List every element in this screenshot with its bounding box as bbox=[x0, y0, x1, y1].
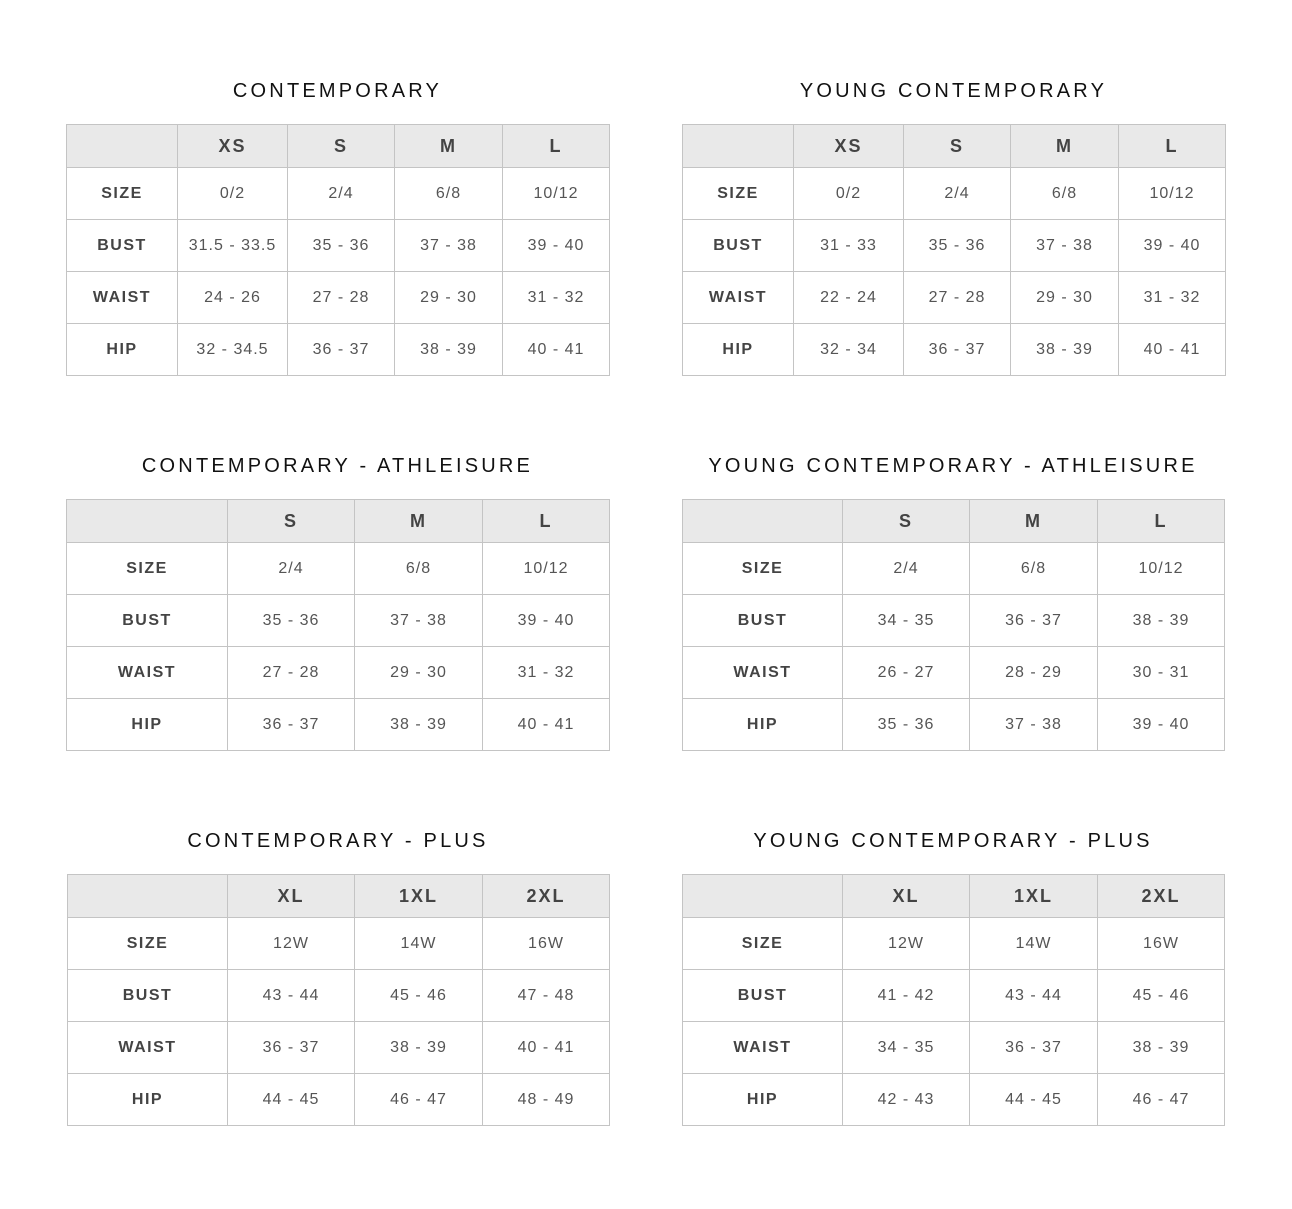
row-label: WAIST bbox=[683, 1022, 843, 1074]
column-header: XL bbox=[228, 875, 355, 918]
table-cell: 35 - 36 bbox=[288, 220, 395, 272]
table-cell: 36 - 37 bbox=[228, 1022, 355, 1074]
table-cell: 6/8 bbox=[355, 543, 483, 595]
chart-title: CONTEMPORARY - PLUS bbox=[187, 830, 489, 852]
chart-title: YOUNG CONTEMPORARY - ATHLEISURE bbox=[708, 455, 1198, 477]
table-cell: 44 - 45 bbox=[970, 1074, 1098, 1126]
table-cell: 6/8 bbox=[970, 543, 1098, 595]
table-cell: 6/8 bbox=[395, 168, 503, 220]
row-label: HIP bbox=[67, 699, 228, 751]
table-cell: 38 - 39 bbox=[395, 324, 503, 376]
table-cell: 40 - 41 bbox=[483, 1022, 610, 1074]
table-cell: 28 - 29 bbox=[970, 647, 1098, 699]
table-cell: 22 - 24 bbox=[794, 272, 904, 324]
table-cell: 10/12 bbox=[1098, 543, 1225, 595]
table-cell: 38 - 39 bbox=[355, 1022, 483, 1074]
table-cell: 35 - 36 bbox=[843, 699, 970, 751]
size-table bbox=[682, 874, 1225, 1126]
table-cell: 35 - 36 bbox=[228, 595, 355, 647]
table-row bbox=[683, 1074, 1225, 1126]
table-cell: 48 - 49 bbox=[483, 1074, 610, 1126]
row-label: WAIST bbox=[67, 647, 228, 699]
row-label: HIP bbox=[683, 324, 794, 376]
column-header: 1XL bbox=[355, 875, 483, 918]
row-label: BUST bbox=[67, 595, 228, 647]
size-chart-young-contemporary-athleisure bbox=[682, 451, 1224, 751]
table-cell: 38 - 39 bbox=[1098, 1022, 1225, 1074]
table-cell: 43 - 44 bbox=[970, 970, 1098, 1022]
table-row bbox=[683, 1022, 1225, 1074]
table-cell: 46 - 47 bbox=[1098, 1074, 1225, 1126]
table-cell: 14W bbox=[970, 918, 1098, 970]
table-cell: 26 - 27 bbox=[843, 647, 970, 699]
table-row bbox=[67, 699, 610, 751]
table-cell: 10/12 bbox=[483, 543, 610, 595]
table-cell: 36 - 37 bbox=[970, 1022, 1098, 1074]
table-cell: 2/4 bbox=[228, 543, 355, 595]
table-cell: 37 - 38 bbox=[970, 699, 1098, 751]
row-label: HIP bbox=[67, 324, 178, 376]
column-header: L bbox=[1119, 125, 1226, 168]
table-row bbox=[68, 1022, 610, 1074]
table-cell: 16W bbox=[483, 918, 610, 970]
table-cell: 38 - 39 bbox=[1011, 324, 1119, 376]
column-header: L bbox=[1098, 500, 1225, 543]
corner-cell bbox=[683, 875, 843, 918]
table-cell: 38 - 39 bbox=[1098, 595, 1225, 647]
column-header: L bbox=[483, 500, 610, 543]
column-header: XL bbox=[843, 875, 970, 918]
size-table bbox=[67, 874, 610, 1126]
chart-title: CONTEMPORARY - ATHLEISURE bbox=[141, 455, 534, 477]
table-cell: 14W bbox=[355, 918, 483, 970]
table-cell: 36 - 37 bbox=[970, 595, 1098, 647]
table-row bbox=[683, 168, 1226, 220]
table-cell: 16W bbox=[1098, 918, 1225, 970]
corner-cell bbox=[683, 500, 843, 543]
table-cell: 35 - 36 bbox=[904, 220, 1011, 272]
size-table bbox=[66, 124, 610, 376]
table-cell: 46 - 47 bbox=[355, 1074, 483, 1126]
row-label: BUST bbox=[68, 970, 228, 1022]
table-cell: 41 - 42 bbox=[843, 970, 970, 1022]
table-cell: 45 - 46 bbox=[1098, 970, 1225, 1022]
table-cell: 2/4 bbox=[288, 168, 395, 220]
row-label: WAIST bbox=[67, 272, 178, 324]
table-cell: 31 - 32 bbox=[503, 272, 610, 324]
table-cell: 0/2 bbox=[178, 168, 288, 220]
size-chart-young-contemporary-plus bbox=[682, 826, 1224, 1126]
column-header: M bbox=[1011, 125, 1119, 168]
header-row bbox=[67, 125, 610, 168]
size-chart-contemporary-plus bbox=[67, 826, 609, 1126]
column-header: XS bbox=[178, 125, 288, 168]
row-label: SIZE bbox=[67, 168, 178, 220]
table-cell: 10/12 bbox=[1119, 168, 1226, 220]
row-label: WAIST bbox=[683, 647, 843, 699]
column-header: XS bbox=[794, 125, 904, 168]
table-row bbox=[67, 272, 610, 324]
table-cell: 24 - 26 bbox=[178, 272, 288, 324]
row-label: WAIST bbox=[68, 1022, 228, 1074]
table-cell: 30 - 31 bbox=[1098, 647, 1225, 699]
column-header: S bbox=[288, 125, 395, 168]
column-header: S bbox=[843, 500, 970, 543]
header-row bbox=[68, 875, 610, 918]
row-label: HIP bbox=[683, 1074, 843, 1126]
size-chart-young-contemporary bbox=[682, 76, 1225, 376]
table-cell: 2/4 bbox=[904, 168, 1011, 220]
size-table bbox=[66, 499, 610, 751]
table-cell: 47 - 48 bbox=[483, 970, 610, 1022]
header-row bbox=[683, 875, 1225, 918]
table-row bbox=[67, 220, 610, 272]
row-label: BUST bbox=[683, 970, 843, 1022]
table-cell: 12W bbox=[228, 918, 355, 970]
table-cell: 27 - 28 bbox=[904, 272, 1011, 324]
size-chart-contemporary bbox=[66, 76, 609, 376]
column-header: M bbox=[395, 125, 503, 168]
table-cell: 0/2 bbox=[794, 168, 904, 220]
table-row bbox=[683, 272, 1226, 324]
table-cell: 31 - 32 bbox=[483, 647, 610, 699]
column-header: M bbox=[355, 500, 483, 543]
table-cell: 6/8 bbox=[1011, 168, 1119, 220]
table-cell: 39 - 40 bbox=[1119, 220, 1226, 272]
table-cell: 2/4 bbox=[843, 543, 970, 595]
column-header: S bbox=[228, 500, 355, 543]
table-cell: 32 - 34.5 bbox=[178, 324, 288, 376]
table-row bbox=[68, 918, 610, 970]
corner-cell bbox=[67, 125, 178, 168]
table-row bbox=[683, 543, 1225, 595]
table-cell: 40 - 41 bbox=[483, 699, 610, 751]
table-cell: 36 - 37 bbox=[288, 324, 395, 376]
corner-cell bbox=[68, 875, 228, 918]
chart-title: YOUNG CONTEMPORARY bbox=[799, 80, 1108, 102]
row-label: HIP bbox=[68, 1074, 228, 1126]
table-row bbox=[67, 168, 610, 220]
row-label: SIZE bbox=[683, 543, 843, 595]
table-cell: 12W bbox=[843, 918, 970, 970]
table-row bbox=[683, 699, 1225, 751]
row-label: SIZE bbox=[68, 918, 228, 970]
table-cell: 39 - 40 bbox=[503, 220, 610, 272]
table-cell: 27 - 28 bbox=[288, 272, 395, 324]
table-cell: 34 - 35 bbox=[843, 595, 970, 647]
table-cell: 37 - 38 bbox=[1011, 220, 1119, 272]
table-row bbox=[683, 647, 1225, 699]
table-row bbox=[683, 595, 1225, 647]
header-row bbox=[683, 125, 1226, 168]
table-cell: 31 - 32 bbox=[1119, 272, 1226, 324]
table-cell: 38 - 39 bbox=[355, 699, 483, 751]
table-cell: 39 - 40 bbox=[483, 595, 610, 647]
row-label: SIZE bbox=[67, 543, 228, 595]
table-row bbox=[683, 918, 1225, 970]
table-row bbox=[68, 970, 610, 1022]
table-row bbox=[67, 647, 610, 699]
table-cell: 39 - 40 bbox=[1098, 699, 1225, 751]
size-chart-contemporary-athleisure bbox=[66, 451, 609, 751]
table-cell: 43 - 44 bbox=[228, 970, 355, 1022]
corner-cell bbox=[67, 500, 228, 543]
table-cell: 36 - 37 bbox=[228, 699, 355, 751]
row-label: SIZE bbox=[683, 168, 794, 220]
chart-title: CONTEMPORARY bbox=[232, 80, 443, 102]
table-cell: 40 - 41 bbox=[1119, 324, 1226, 376]
size-table bbox=[682, 499, 1225, 751]
table-cell: 31 - 33 bbox=[794, 220, 904, 272]
row-label: HIP bbox=[683, 699, 843, 751]
table-row bbox=[67, 543, 610, 595]
column-header: 1XL bbox=[970, 875, 1098, 918]
table-cell: 29 - 30 bbox=[1011, 272, 1119, 324]
table-cell: 42 - 43 bbox=[843, 1074, 970, 1126]
chart-title: YOUNG CONTEMPORARY - PLUS bbox=[753, 830, 1153, 852]
table-row bbox=[68, 1074, 610, 1126]
table-cell: 34 - 35 bbox=[843, 1022, 970, 1074]
table-cell: 37 - 38 bbox=[355, 595, 483, 647]
column-header: 2XL bbox=[483, 875, 610, 918]
column-header: L bbox=[503, 125, 610, 168]
table-row bbox=[67, 595, 610, 647]
table-row bbox=[683, 324, 1226, 376]
corner-cell bbox=[683, 125, 794, 168]
table-cell: 40 - 41 bbox=[503, 324, 610, 376]
table-cell: 29 - 30 bbox=[395, 272, 503, 324]
column-header: 2XL bbox=[1098, 875, 1225, 918]
row-label: BUST bbox=[67, 220, 178, 272]
table-row bbox=[683, 220, 1226, 272]
header-row bbox=[67, 500, 610, 543]
table-cell: 27 - 28 bbox=[228, 647, 355, 699]
table-cell: 37 - 38 bbox=[395, 220, 503, 272]
table-cell: 44 - 45 bbox=[228, 1074, 355, 1126]
table-cell: 32 - 34 bbox=[794, 324, 904, 376]
row-label: SIZE bbox=[683, 918, 843, 970]
column-header: S bbox=[904, 125, 1011, 168]
header-row bbox=[683, 500, 1225, 543]
table-cell: 36 - 37 bbox=[904, 324, 1011, 376]
row-label: BUST bbox=[683, 220, 794, 272]
column-header: M bbox=[970, 500, 1098, 543]
table-cell: 45 - 46 bbox=[355, 970, 483, 1022]
table-row bbox=[683, 970, 1225, 1022]
table-cell: 29 - 30 bbox=[355, 647, 483, 699]
table-cell: 31.5 - 33.5 bbox=[178, 220, 288, 272]
table-row bbox=[67, 324, 610, 376]
size-table bbox=[682, 124, 1226, 376]
row-label: WAIST bbox=[683, 272, 794, 324]
row-label: BUST bbox=[683, 595, 843, 647]
table-cell: 10/12 bbox=[503, 168, 610, 220]
